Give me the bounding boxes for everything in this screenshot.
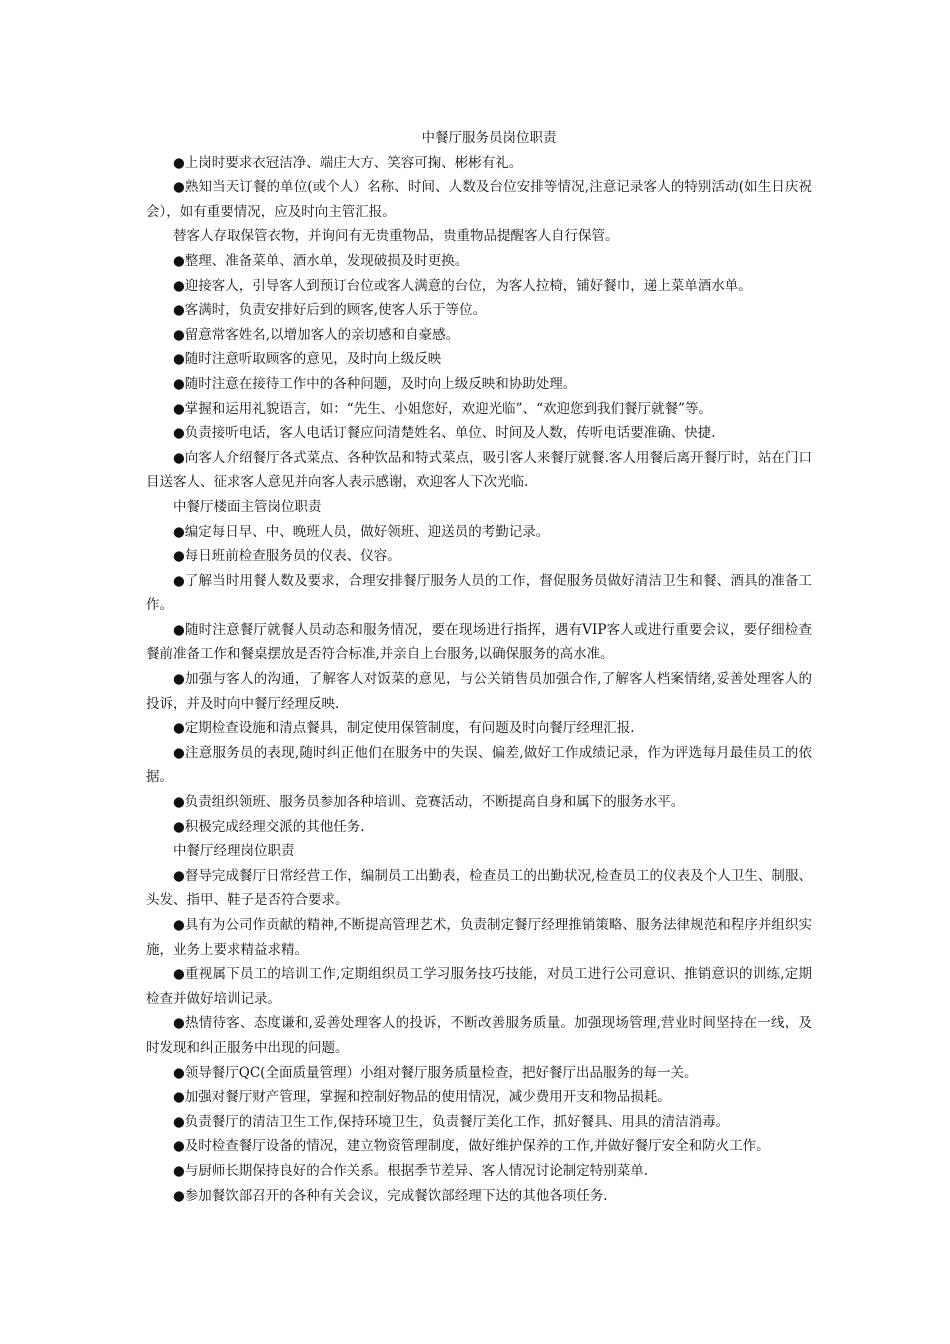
duty-item: ●整理、准备菜单、酒水单，发现破损及时更换。 [173, 252, 469, 269]
duty-item: ●注意服务员的表现,随时纠正他们在服务中的失误、偏差,做好工作成绩记录，作为评选每月最佳员工的依据。 [146, 744, 812, 786]
duty-item: ●熟知当天订餐的单位(或个人）名称、时间、人数及台位安排等情况,注意记录客人的特别活动(如生日庆祝会），如有重要情况，应及时向主管汇报。 [146, 179, 812, 220]
duty-item: ●定期检查设施和清点餐具，制定使用保管制度，有问题及时向餐厅经理汇报. [173, 720, 635, 737]
duty-item: ●客满时，负责安排好后到的顾客,使客人乐于等位。 [173, 302, 487, 319]
duty-item: ●督导完成餐厅日常经营工作，编制员工出勤表，检查员工的出勤状况,检查员工的仪表及个人卫生、制服、头发、指甲、鞋子是否符合要求。 [146, 867, 812, 909]
duty-item: ●向客人介绍餐厅各式菜点、各种饮品和特式菜点，吸引客人来餐厅就餐.客人用餐后离开餐厅时，站在门口目送客人、征求客人意见并向客人表示感谢，欢迎客人下次光临. [146, 449, 812, 491]
section-waiter-duties [146, 151, 812, 495]
section-heading-floor-supervisor: 中餐厅楼面主管岗位职责 [173, 498, 322, 515]
document-title: 中餐厅服务员岗位职责 [421, 130, 557, 146]
duty-item: ●与厨师长期保持良好的合作关系。根据季节差异、客人情况讨论制定特别菜单. [173, 1162, 649, 1179]
duty-item: ●负责接听电话，客人电话订餐应问清楚姓名、单位、时间及人数，传听电话要准确、快捷. [173, 425, 716, 442]
duty-item: ●领导餐厅QC(全面质量管理）小组对餐厅服务质量检查，把好餐厅出品服务的每一关。 [173, 1064, 698, 1081]
duty-item: ●编定每日早、中、晚班人员，做好领班、迎送员的考勤记录。 [173, 523, 550, 540]
duty-item: ●每日班前检查服务员的仪表、仪容。 [173, 548, 401, 565]
duty-item: ●随时注意餐厅就餐人员动态和服务情况，要在现场进行指挥，遇有VIP客人或进行重要会议，要仔细检查餐前准备工作和餐桌摆放是否符合标准,并亲自上台服务,以确保服务的高水准。 [146, 621, 812, 663]
duty-item: ●随时注意在接待工作中的各种问题，及时向上级反映和协助处理。 [173, 375, 577, 392]
duty-item: ●重视属下员工的培训工作,定期组织员工学习服务技巧技能，对员工进行公司意识、推销意识的训练,定期检查并做好培训记录。 [146, 966, 812, 1007]
duty-item: ●负责组织领班、服务员参加各种培训、竞赛活动，不断提高自身和属下的服务水平。 [173, 794, 685, 811]
duty-item: ●热情待客、态度谦和,妥善处理客人的投诉，不断改善服务质量。加强现场管理,营业时间坚持在一线，及时发现和纠正服务中出现的问题。 [146, 1015, 812, 1056]
duty-item: ●负责餐厅的清洁卫生工作,保持环境卫生，负责餐厅美化工作，抓好餐具、用具的清洁消毒。 [173, 1113, 730, 1130]
duty-item: ●积极完成经理交派的其他任务. [173, 818, 365, 835]
duty-item: 替客人存取保管衣物，并询问有无贵重物品，贵重物品提醒客人自行保管。 [173, 228, 619, 245]
duty-item: ●及时检查餐厅设备的情况，建立物资管理制度，做好维护保养的工作,并做好餐厅安全和防火工作。 [173, 1138, 770, 1155]
duty-item: ●了解当时用餐人数及要求，合理安排餐厅服务人员的工作，督促服务员做好清洁卫生和餐、酒具的准备工作。 [146, 572, 812, 614]
duty-item: ●加强与客人的沟通，了解客人对饭菜的意见，与公关销售员加强合作,了解客人档案情绪,妥善处理客人的投诉，并及时向中餐厅经理反映. [146, 671, 812, 712]
duty-item: ●参加餐饮部召开的各种有关会议，完成餐饮部经理下达的其他各项任务. [173, 1187, 608, 1204]
section-floor-supervisor-duties [146, 520, 812, 840]
duty-item: ●随时注意听取顾客的意见，及时向上级反映 [173, 351, 442, 368]
document-page [146, 126, 812, 1208]
section-heading-manager: 中餐厅经理岗位职责 [173, 843, 295, 860]
duty-item: ●迎接客人，引导客人到预订台位或客人满意的台位，为客人拉椅，铺好餐巾，递上菜单酒水单。 [173, 277, 752, 294]
duty-item: ●留意常客姓名,以增加客人的亲切感和自豪感。 [173, 326, 460, 343]
duty-item: ●上岗时要求衣冠洁净、端庄大方、笑容可掬、彬彬有礼。 [173, 154, 523, 171]
section-manager-duties [146, 864, 812, 1208]
duty-item: ●加强对餐厅财产管理，掌握和控制好物品的使用情况，减少费用开支和物品损耗。 [173, 1089, 671, 1106]
duty-item: ●掌握和运用礼貌语言，如：“先生、小姐您好，欢迎光临”、“欢迎您到我们餐厅就餐”等。 [173, 400, 712, 417]
duty-item: ●具有为公司作贡献的精神,不断提高管理艺术，负责制定餐厅经理推销策略、服务法律规范和程序并组织实施，业务上要求精益求精。 [146, 917, 812, 958]
